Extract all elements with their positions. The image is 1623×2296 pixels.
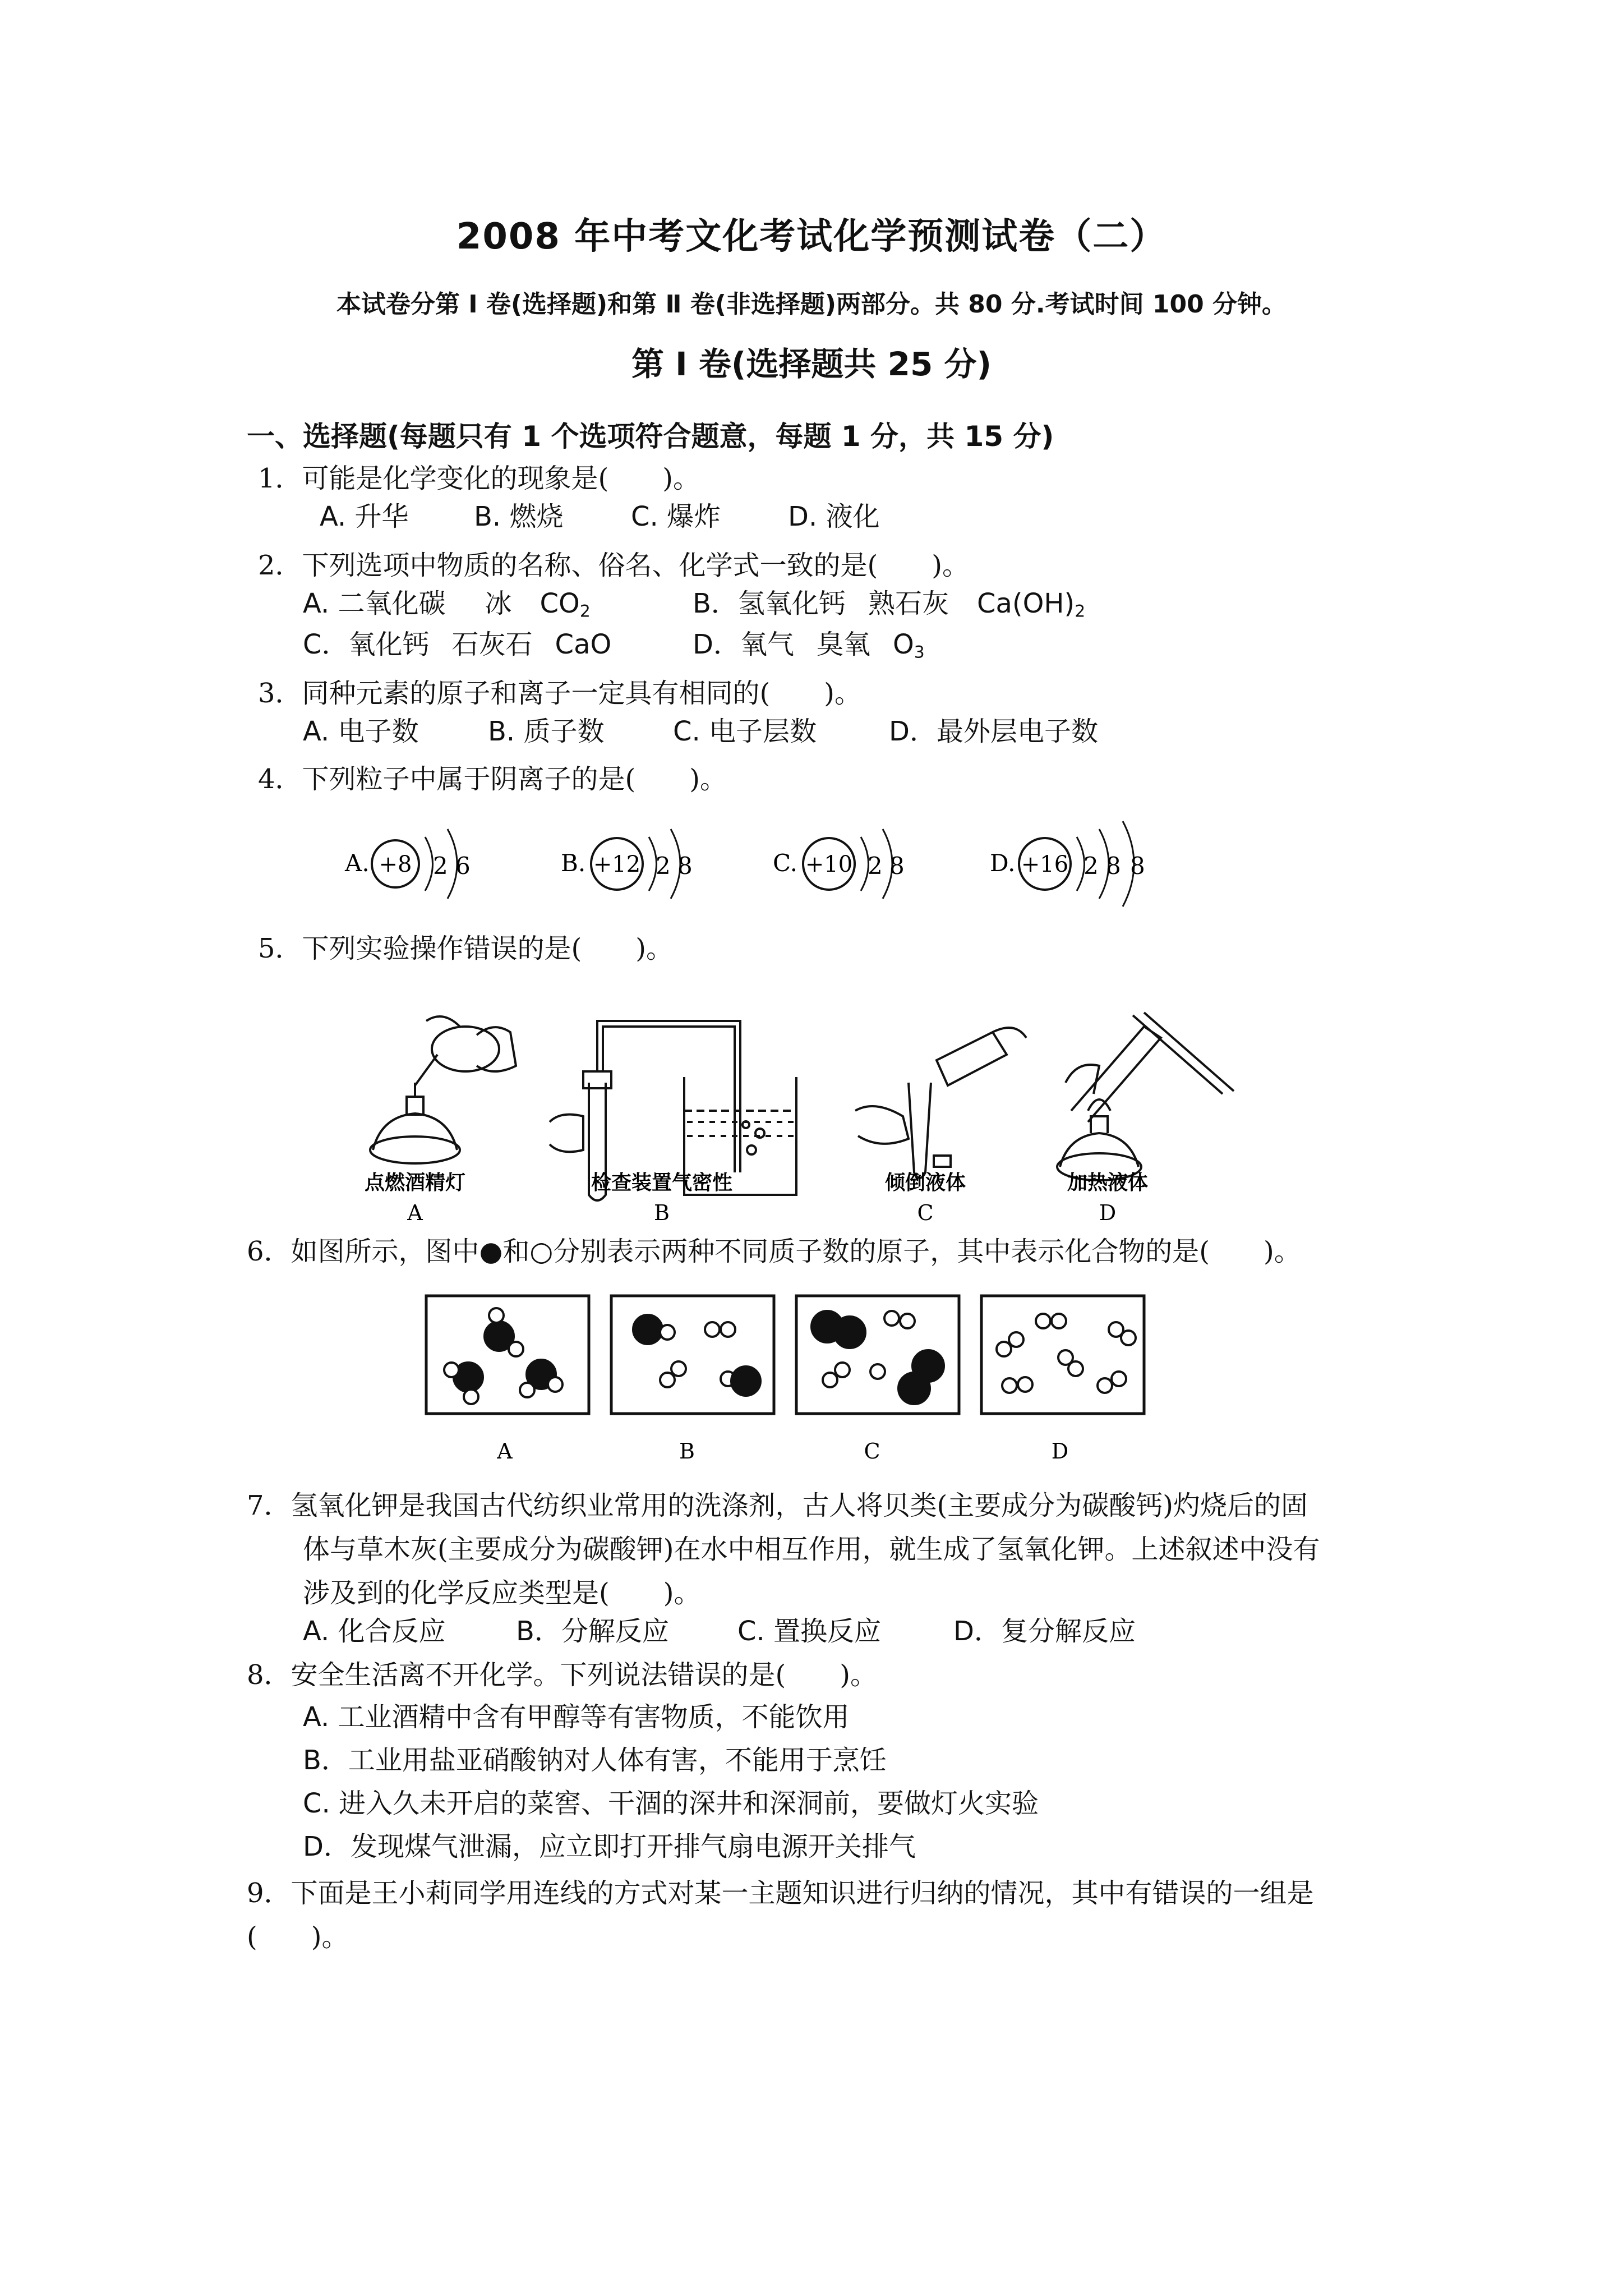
question-1-option-b: B. 燃烧 xyxy=(474,501,564,532)
caption-airtightness: 检查装置气密性 xyxy=(591,1171,733,1194)
pouring-liquid-illustration xyxy=(855,1028,1026,1178)
caption-lighting-lamp: 点燃酒精灯 xyxy=(364,1171,466,1194)
question-5-stem: 5．下列实验操作错误的是( )。 xyxy=(258,933,673,964)
box-d-letter: D xyxy=(1051,1439,1069,1464)
box-c-molecules xyxy=(811,1311,944,1404)
atom-d-label: D. xyxy=(990,849,1016,877)
atom-a-nucleus: +8 xyxy=(379,852,412,877)
question-7-option-a: A. 化合反应 xyxy=(303,1616,446,1647)
question-4-stem: 4．下列粒子中属于阴离子的是( )。 xyxy=(258,763,727,795)
box-a-molecules xyxy=(444,1308,562,1404)
question-8-stem: 8．安全生活离不开化学。下列说法错误的是( )。 xyxy=(247,1659,877,1691)
box-b-molecules xyxy=(633,1315,760,1396)
figure-d-letter: D xyxy=(1099,1200,1117,1225)
atom-b-shell-2: 8 xyxy=(677,852,693,880)
atom-diagram-b xyxy=(561,829,693,899)
figure-c-letter: C xyxy=(917,1200,934,1225)
atom-d-nucleus: +16 xyxy=(1021,852,1069,877)
question-7-line-3: 涉及到的化学反应类型是( )。 xyxy=(303,1577,701,1609)
question-1-option-d: D. 液化 xyxy=(788,501,880,532)
question-9-line-1: 9．下面是王小莉同学用连线的方式对某一主题知识进行归纳的情况，其中有错误的一组是 xyxy=(247,1878,1314,1909)
atom-structure-diagrams xyxy=(314,802,1223,914)
question-1-stem: 1．可能是化学变化的现象是( )。 xyxy=(258,463,700,494)
question-1-option-a: A. 升华 xyxy=(320,501,409,532)
box-a-letter: A xyxy=(497,1439,513,1464)
atom-d-shell-2: 8 xyxy=(1106,852,1121,880)
question-2-option-d: D．氧气 臭氧 $O_3$ xyxy=(693,629,925,662)
atom-b-label: B. xyxy=(561,849,586,877)
question-9-line-2: ( )。 xyxy=(247,1921,349,1953)
atom-c-shell-1: 2 xyxy=(868,852,883,880)
question-3-option-a: A. 电子数 xyxy=(303,716,419,747)
atom-c-label: C. xyxy=(773,849,797,877)
exam-intro: 本试卷分第 Ⅰ 卷(选择题)和第 Ⅱ 卷(非选择题)两部分。共 80 分.考试时间 100 分钟。 xyxy=(336,290,1287,319)
question-7-line-1: 7．氢氧化钾是我国古代纺织业常用的洗涤剂，古人将贝类(主要成分为碳酸钙)灼烧后的固 xyxy=(247,1490,1308,1521)
question-7-option-b: B．分解反应 xyxy=(516,1616,669,1647)
question-7-line-2: 体与草木灰(主要成分为碳酸钾)在水中相互作用，就生成了氢氧化钾。上述叙述中没有 xyxy=(303,1534,1320,1565)
question-3-stem: 3．同种元素的原子和离子一定具有相同的( )。 xyxy=(258,678,861,709)
atom-diagram-a xyxy=(344,829,471,899)
question-3-option-d: D．最外层电子数 xyxy=(889,716,1098,747)
section-heading: 一、选择题(每题只有 1 个选项符合题意，每题 1 分，共 15 分) xyxy=(247,420,1054,453)
question-2-option-a: A. 二氧化碳 冰 $CO_2$ xyxy=(303,588,591,622)
volume-heading: 第 Ⅰ 卷(选择题共 25 分) xyxy=(631,345,992,383)
atom-d-shell-1: 2 xyxy=(1083,852,1099,880)
question-2-stem: 2．下列选项中物质的名称、俗名、化学式一致的是( )。 xyxy=(258,550,969,581)
figure-a-letter: A xyxy=(407,1200,423,1225)
molecule-boxes xyxy=(421,1290,1161,1475)
lab-operation-figures xyxy=(348,982,1256,1228)
atom-a-shell-2: 6 xyxy=(455,852,471,880)
question-7-option-d: D．复分解反应 xyxy=(953,1616,1136,1647)
question-2-option-b: B．氢氧化钙 熟石灰 $Ca(OH)_2$ xyxy=(693,588,1086,622)
atom-c-nucleus: +10 xyxy=(805,852,853,877)
question-8-option-c: C. 进入久未开启的菜窖、干涸的深井和深洞前，要做灯火实验 xyxy=(303,1788,1039,1819)
question-6-stem: 6．如图所示，图中●和○分别表示两种不同质子数的原子，其中表示化合物的是( )。 xyxy=(247,1236,1301,1267)
atom-a-shell-1: 2 xyxy=(433,852,448,880)
caption-pouring-liquid: 倾倒液体 xyxy=(884,1171,966,1194)
atom-b-nucleus: +12 xyxy=(593,852,641,877)
figure-b-letter: B xyxy=(654,1200,670,1225)
box-c-letter: C xyxy=(864,1439,880,1464)
heating-liquid-illustration xyxy=(1057,1013,1234,1180)
exam-title: 2008 年中考文化考试化学预测试卷（二） xyxy=(456,216,1167,257)
atom-a-label: A. xyxy=(345,849,370,877)
atom-diagram-d xyxy=(990,821,1145,907)
box-b-letter: B xyxy=(679,1439,695,1464)
atom-b-shell-1: 2 xyxy=(656,852,671,880)
box-d-molecules xyxy=(997,1314,1136,1393)
question-3-option-b: B. 质子数 xyxy=(488,716,605,747)
question-7-option-c: C. 置换反应 xyxy=(737,1616,882,1647)
caption-heating-liquid: 加热液体 xyxy=(1067,1171,1149,1194)
question-3-option-c: C. 电子层数 xyxy=(673,716,817,747)
question-8-option-d: D．发现煤气泄漏，应立即打开排气扇电源开关排气 xyxy=(303,1831,916,1862)
atom-d-shell-3: 8 xyxy=(1130,852,1145,880)
molecule-box-a xyxy=(426,1296,589,1414)
question-1-option-c: C. 爆炸 xyxy=(631,501,721,532)
lighting-alcohol-lamp-illustration xyxy=(370,1016,516,1163)
atom-diagram-c xyxy=(773,829,905,899)
question-8-option-b: B．工业用盐亚硝酸钠对人体有害，不能用于烹饪 xyxy=(303,1745,887,1776)
atom-c-shell-2: 8 xyxy=(889,852,905,880)
question-2-option-c: C．氧化钙 石灰石 CaO xyxy=(303,629,612,660)
question-8-option-a: A. 工业酒精中含有甲醇等有害物质，不能饮用 xyxy=(303,1701,850,1733)
